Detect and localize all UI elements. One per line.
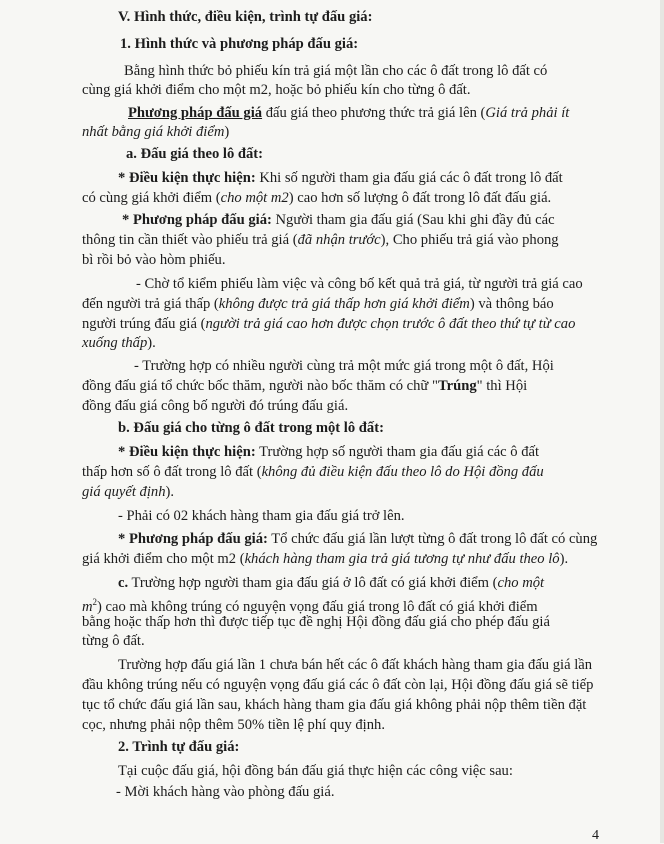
a2-line-3: bì rồi bỏ vào hòm phiếu. xyxy=(82,252,226,268)
e-line-2: - Mời khách hàng vào phòng đấu giá. xyxy=(116,784,335,800)
a1-line-1: * Điều kiện thực hiện: Khi số người tham gia đấu giá các ô đất trong lô đất xyxy=(118,170,563,186)
a4-line-1: - Trường hợp có nhiều người cùng trả một mức giá trong một ô đất, Hội xyxy=(134,358,554,374)
method-label: Phương pháp đấu giá xyxy=(128,105,263,121)
c-line-2: $m^2$) cao mà không trúng có nguyện vọng đấu giá trong lô đất có giá khởi điểm xyxy=(82,597,538,615)
a4-line-3: đồng đấu giá công bố người đó trúng đấu giá. xyxy=(82,398,349,414)
paragraph-form-line-2: cùng giá khởi điểm cho một m2, hoặc bỏ phiếu kín cho từng ô đất. xyxy=(82,82,471,98)
d-line-4: cọc, nhưng phải nộp thêm 50% tiền lệ phí quy định. xyxy=(82,717,385,733)
page-edge-shadow xyxy=(660,0,664,843)
a2-line-1: * Phương pháp đấu giá: Người tham gia đấu giá (Sau khi ghi đầy đủ các xyxy=(122,212,555,228)
d-line-3: tục tổ chức đấu giá lần sau, khách hàng tham gia đấu giá không phải nộp thêm tiền đặt xyxy=(82,697,587,713)
paragraph-form-line-1: Bằng hình thức bỏ phiếu kín trả giá một lần cho các ô đất trong lô đất có xyxy=(124,63,548,79)
c-line-4: từng ô đất. xyxy=(82,633,145,649)
a4-line-2: đồng đấu giá tổ chức bốc thăm, người nào bốc thăm có chữ "Trúng" thì Hội xyxy=(82,378,528,394)
subsection-1-title: 1. Hình thức và phương pháp đấu giá: xyxy=(120,36,359,52)
e-line-1: Tại cuộc đấu giá, hội đồng bán đấu giá thực hiện các công việc sau: xyxy=(118,763,513,779)
d-line-1: Trường hợp đấu giá lần 1 chưa bán hết các ô đất khách hàng tham gia đấu giá lần xyxy=(118,657,593,673)
paragraph-method-line-1: Phương pháp đấu giá đấu giá theo phương thức trả giá lên (Giá trả phải ít xyxy=(128,105,570,121)
paragraph-method-line-2: nhất bằng giá khởi điểm) xyxy=(82,124,230,140)
b2-line: - Phải có 02 khách hàng tham gia đấu giá trở lên. xyxy=(118,508,405,524)
b1-line-3: giá quyết định). xyxy=(82,484,175,500)
b1-line-2: thấp hơn số ô đất trong lô đất (không đủ điều kiện đấu theo lô do Hội đồng đấu xyxy=(82,464,544,480)
heading-b: b. Đấu giá cho từng ô đất trong một lô đất: xyxy=(118,420,384,436)
a3-line-4: xuống thấp). xyxy=(82,335,156,351)
subsection-2-title: 2. Trình tự đấu giá: xyxy=(118,739,240,755)
a1-line-2: có cùng giá khởi điểm (cho một m2) cao hơn số lượng ô đất trong lô đất đấu giá. xyxy=(82,190,552,206)
a3-line-1: - Chờ tổ kiểm phiếu làm việc và công bố kết quả trả giá, từ người trả giá cao xyxy=(136,276,583,292)
heading-a: a. Đấu giá theo lô đất: xyxy=(126,146,264,162)
b3-line-2: giá khởi điểm cho một m2 (khách hàng tham gia trả giá tương tự như đấu theo lô). xyxy=(82,551,569,567)
a3-line-3: người trúng đấu giá (người trả giá cao hơn được chọn trước ô đất theo thứ tự từ cao xyxy=(82,316,576,332)
b3-line-1: * Phương pháp đấu giá: Tổ chức đấu giá lần lượt từng ô đất trong lô đất có cùng xyxy=(118,531,598,547)
c-line-3: bằng hoặc thấp hơn thì được tiếp tục đề nghị Hội đồng đấu giá cho phép đấu giá xyxy=(82,614,550,630)
a3-line-2: đến người trả giá thấp (không được trả giá thấp hơn giá khởi điểm) và thông báo xyxy=(82,296,554,312)
c-line-1: c. Trường hợp người tham gia đấu giá ở lô đất có giá khởi điểm (cho một xyxy=(118,575,545,591)
b1-line-1: * Điều kiện thực hiện: Trường hợp số người tham gia đấu giá các ô đất xyxy=(118,444,540,460)
page-number: 4 xyxy=(592,828,599,843)
a2-line-2: thông tin cần thiết vào phiếu trả giá (đã nhận trước), Cho phiếu trả giá vào phong xyxy=(82,232,559,248)
d-line-2: đầu không trúng nếu có nguyện vọng đấu giá các ô đất còn lại, Hội đồng đấu giá sẽ tiếp xyxy=(82,677,594,693)
section-title: V. Hình thức, điều kiện, trình tự đấu giá: xyxy=(118,9,373,25)
